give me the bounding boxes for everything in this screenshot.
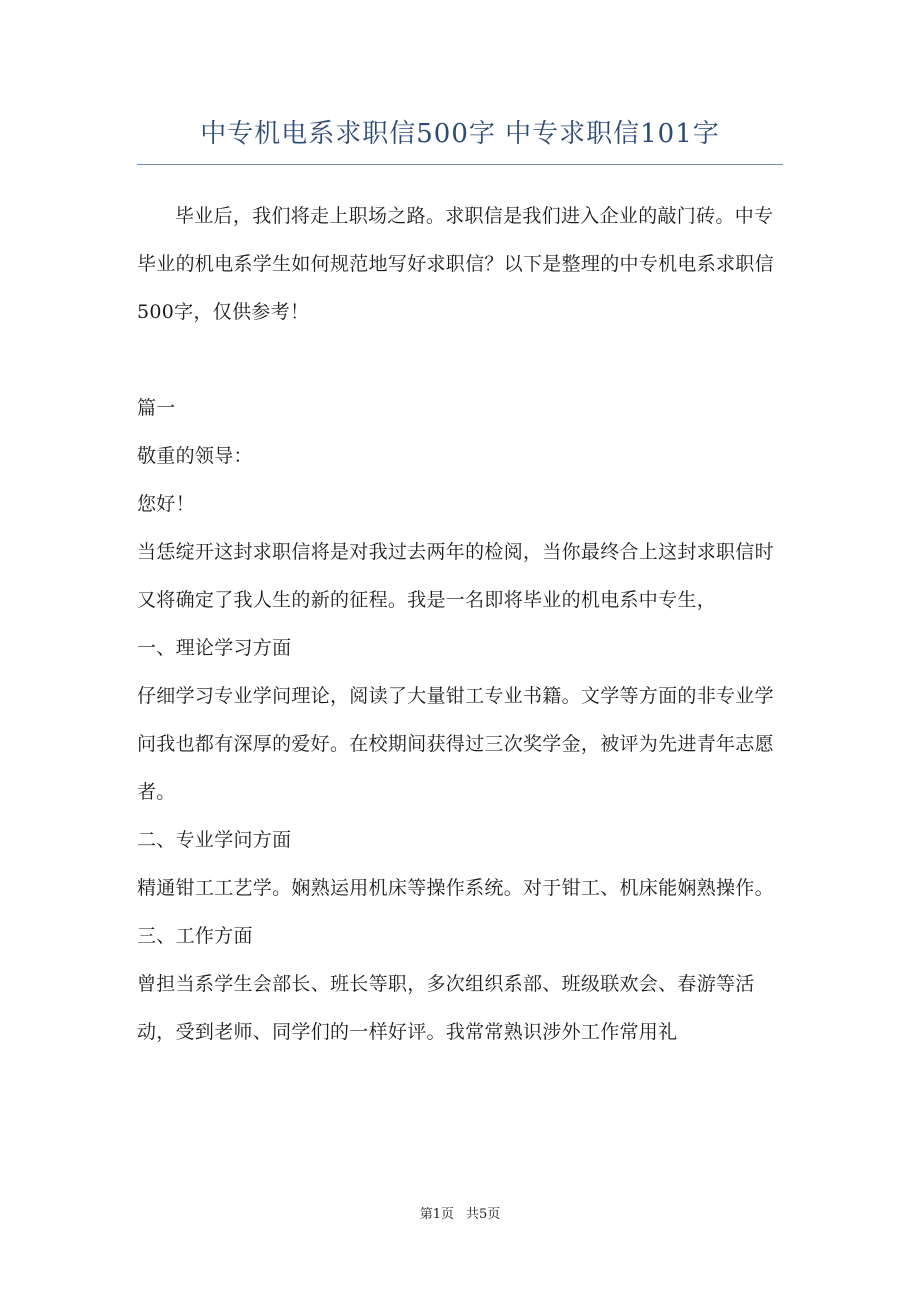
paragraph-spacer (137, 336, 783, 384)
body-paragraph: 精通钳工工艺学。娴熟运用机床等操作系统。对于钳工、机床能娴熟操作。 (137, 877, 774, 899)
section-heading: 二、专业学问方面 (137, 829, 292, 851)
section-heading: 一、理论学习方面 (137, 637, 292, 659)
title-underline (137, 164, 783, 165)
document-body (137, 192, 783, 1056)
page-total: 共5页 (466, 1207, 501, 1222)
body-paragraph: 当恁绽开这封求职信将是对我过去两年的检阅，当你最终合上这封求职信时又将确定了我人生的新的征程。我是一名即将毕业的机电系中专生， (137, 541, 774, 611)
intro-paragraph: 毕业后，我们将走上职场之路。求职信是我们进入企业的敲门砖。中专毕业的机电系学生如何规范地写好求职信？以下是整理的中专机电系求职信500字，仅供参考！ (137, 205, 774, 323)
body-paragraph: 曾担当系学生会部长、班长等职，多次组织系部、班级联欢会、春游等活动，受到老师、同学们的一样好评。我常常熟识涉外工作常用礼 (137, 973, 755, 1043)
section-label: 篇一 (137, 397, 176, 419)
greeting: 您好！ (137, 493, 195, 515)
document-title: 中专机电系求职信500字 中专求职信101字 (200, 119, 720, 149)
section-heading: 三、工作方面 (137, 925, 253, 947)
salutation: 敬重的领导： (137, 445, 253, 467)
body-paragraph: 仔细学习专业学问理论，阅读了大量钳工专业书籍。文学等方面的非专业学问我也都有深厚的爱好。在校期间获得过三次奖学金，被评为先进青年志愿者。 (137, 685, 774, 803)
page-number: 第1页 (419, 1207, 454, 1222)
page-footer (0, 1205, 920, 1225)
